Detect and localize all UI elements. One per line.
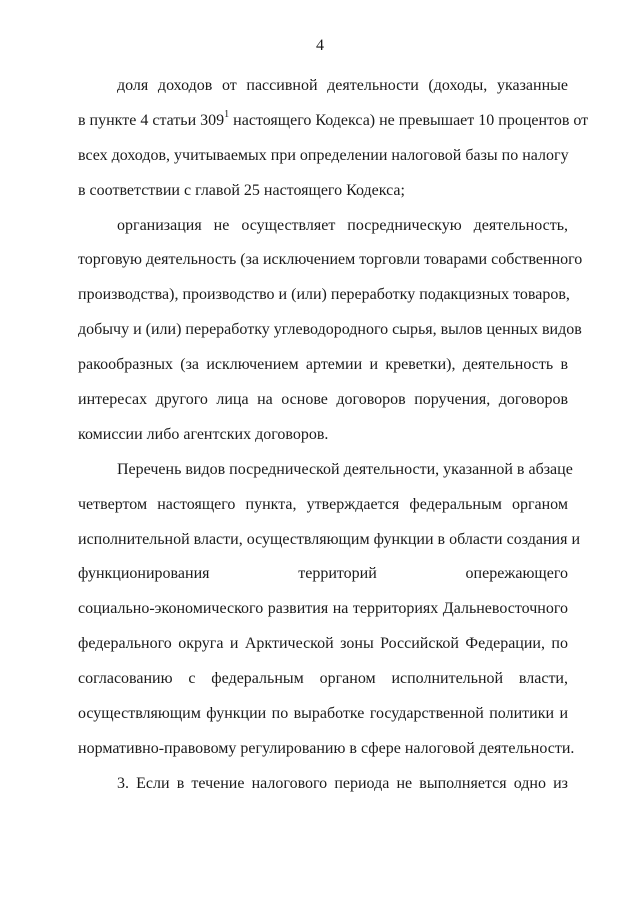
- text-line: исполнительной власти, осуществляющим функции в области создания и: [78, 530, 581, 548]
- text-line: организация не осуществляет посредническую деятельность,: [117, 216, 568, 234]
- paragraph-clause-3: [78, 767, 568, 802]
- text-line: доля доходов от пассивной деятельности (доходы, указанные: [117, 77, 568, 94]
- text-fragment: в пункте 4 статьи 309: [78, 111, 225, 129]
- footnote-superscript: 1: [224, 108, 230, 120]
- text-line: функционирования территорий опережающего: [78, 565, 568, 583]
- text-line: комиссии либо агентских договоров.: [78, 425, 329, 443]
- text-line: интересах другого лица на основе договоров поручения, договоров: [78, 391, 568, 409]
- text-line: осуществляющим функции по выработке государственной политики и: [78, 705, 568, 723]
- text-line: в соответствии с главой 25 настоящего Кодекса;: [78, 181, 405, 199]
- text-line: нормативно-правовому регулированию в сфере налоговой деятельности.: [78, 739, 575, 757]
- page-number: 4: [316, 37, 324, 54]
- text-line-with-footnote: [78, 104, 589, 139]
- text-line: добычу и (или) переработку углеводородного сырья, вылов ценных видов: [78, 321, 582, 339]
- text-fragment: настоящего Кодекса) не превышает 10 процентов от: [229, 111, 589, 129]
- paragraph-passive-income: [78, 69, 589, 209]
- document-body: [78, 69, 589, 802]
- text-line: 3. Если в течение налогового периода не выполняется одно из: [117, 774, 568, 792]
- text-line: производства), производство и (или) переработку подакцизных товаров,: [78, 286, 570, 304]
- text-line: Перечень видов посреднической деятельности, указанной в абзаце: [117, 460, 573, 478]
- text-line: торговую деятельность (за исключением торговли товарами собственного: [78, 251, 583, 269]
- paragraph-organization-activity: [78, 209, 583, 453]
- paragraph-intermediary-list: [78, 453, 581, 767]
- text-line: всех доходов, учитываемых при определении налоговой базы по налогу: [78, 146, 569, 164]
- text-line: федерального округа и Арктической зоны Российской Федерации, по: [78, 635, 568, 653]
- text-line: четвертом настоящего пункта, утверждается федеральным органом: [78, 495, 568, 513]
- text-line: согласованию с федеральным органом исполнительной власти,: [78, 670, 568, 688]
- text-line: ракообразных (за исключением артемии и креветки), деятельность в: [78, 356, 568, 374]
- text-line: социально-экономического развития на территориях Дальневосточного: [78, 600, 568, 618]
